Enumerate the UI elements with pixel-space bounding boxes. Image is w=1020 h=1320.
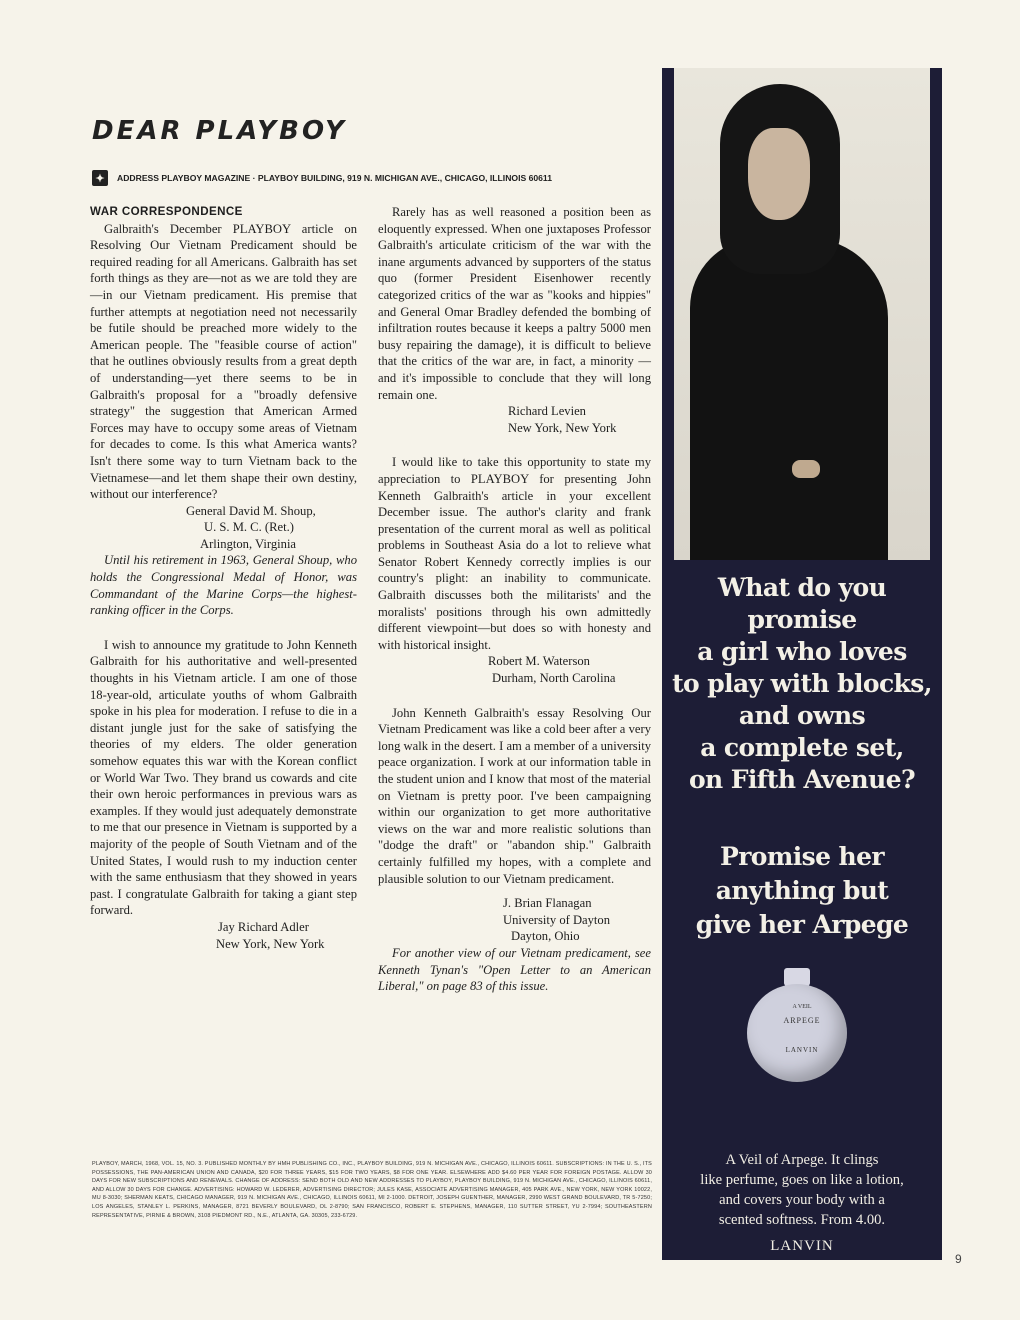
ad-tagline-line: anything but xyxy=(715,876,889,905)
editor-note: Until his retirement in 1963, General Shoup, who holds the Congressional Medal of Honor, was Commandant of the Marine Corps—the highest-ranking officer in the Corps. xyxy=(90,553,357,618)
ad-headline xyxy=(662,572,942,796)
ad-tagline-line: give her Arpege xyxy=(695,910,909,939)
letter-signature: Robert M. Waterson xyxy=(488,654,590,669)
hand-shape xyxy=(792,460,820,478)
ad-copy-line: scented softness. From 4.00. xyxy=(718,1212,886,1228)
letters-column-left xyxy=(90,204,357,952)
ad-copy-line: A Veil of Arpege. It clings xyxy=(725,1152,879,1168)
ad-tagline-line: Promise her xyxy=(720,842,884,871)
woman-in-fur-photo xyxy=(674,68,930,560)
fur-coat-shape xyxy=(690,238,888,560)
letter-text: Galbraith's December PLAYBOY article on Resolving Our Vietnam Predicament should be required reading for all Americans. Galbraith has set forth things as they are—not as we are told they are—in our Vietnam predicament. His premise that further attempts at negotiation need not necessarily be futile should be preached more widely to the American people. The "feasible course of action" that he outlines obviously results from a great depth of understanding—yet there seems to be in Galbraith's proposal for a "broadly defensive strategy" the suggestion that American Armed Forces may have to occupy some areas of Vietnam for decades to come. Is this what America wants? Isn't there some way to turn Vietnam back to the Vietnamese—and let them shape their own destiny, without our interference? xyxy=(90,221,357,502)
letter-signature: General David M. Shoup, xyxy=(186,503,316,518)
bottle-label: A VEIL xyxy=(792,1004,812,1010)
page-number: 9 xyxy=(955,1252,962,1266)
ad-headline-line: a complete set, xyxy=(700,733,904,762)
section-heading: WAR CORRESPONDENCE xyxy=(90,205,243,218)
letter-signature: Arlington, Virginia xyxy=(200,536,297,551)
letter-signature: J. Brian Flanagan xyxy=(503,896,592,911)
ad-headline-line: promise xyxy=(747,605,857,634)
letter-signature: University of Dayton xyxy=(503,912,611,927)
letter-text: I wish to announce my gratitude to John Kenneth Galbraith for his authoritative and well-presented thoughts in his Vietnam article. I am one of those 18-year-old, articulate youths of whom Galbraith spoke in his plea for moderation. I refuse to die in a distant jungle just for the sake of satisfying the theories of my elders. The older generation somehow equates this war with the Korean conflict or World War Two. They brand us cowards and cite their own heroic performances in previous wars as examples. If they would just adequately demonstrate to me that our presence in Vietnam is supported by a majority of the people of South Vietnam and of the United States, I would rush to my induction center with the same enthusiasm that they showed in years past. I congratulate Galbraith for taking a giant step forward. xyxy=(90,637,357,918)
letter-signature: Richard Levien xyxy=(508,404,586,419)
letter-text: John Kenneth Galbraith's essay Resolving Our Vietnam Predicament was like a cold beer after a very long walk in the desert. I am a member of a university peace organization. I work at our information table in the student union and I know that most of the material on Vietnam is pretty poor. I've been campaigning within our organization to get more authoritative views on the war and more realistic solutions than "dodge the draft" or "abandon ship." Galbraith certainly fulfilled my hopes, with a complete and plausible solution to our Vietnam predicament. xyxy=(378,705,651,886)
letter-signature: Durham, North Carolina xyxy=(492,671,616,686)
letter-signature: New York, New York xyxy=(216,936,325,951)
ad-headline-line: a girl who loves xyxy=(697,637,907,666)
ad-brand: LANVIN xyxy=(770,1238,834,1254)
letter-signature: Dayton, Ohio xyxy=(511,929,580,944)
letter-signature: Jay Richard Adler xyxy=(218,919,309,934)
ad-headline-line: and owns xyxy=(738,701,866,730)
masthead-footer: PLAYBOY, MARCH, 1968, VOL. 15, NO. 3. PUBLISHED MONTHLY BY HMH PUBLISHING CO., INC., PLAYBOY BUILDING, 919 N. MICHIGAN AVE., CHICAGO, ILLINOIS 60611. SUBSCRIPTIONS: IN THE U. S., ITS POSSESSIONS, THE PAN-AMERICAN UNION AND CANADA, $20 FOR THREE YEARS, $15 FOR TWO YEARS, $8 FOR ONE YEAR. ELSEWHERE ADD $4.60 PER YEAR FOR FOREIGN POSTAGE. ALLOW 30 DAYS FOR NEW SUBSCRIPTIONS AND RENEWALS. CHANGE OF ADDRESS: SEND BOTH OLD AND NEW ADDRESSES TO PLAYBOY, PLAYBOY BUILDING, 919 N. MICHIGAN AVE., CHICAGO, ILLINOIS 60611, AND ALLOW 30 DAYS FOR CHANGE. ADVERTISING: HOWARD W. LEDERER, ADVERTISING DIRECTOR; JULES KASE, ASSOCIATE ADVERTISING MANAGER, 405 PARK AVE., NEW YORK, NEW YORK 10022, MU 8-3030; SHERMAN KEATS, CHICAGO MANAGER, 919 N. MICHIGAN AVE., CHICAGO, ILLINOIS 60611, MI 2-1000. DETROIT, JOSEPH GUENTHER, MANAGER, 2990 WEST GRAND BOULEVARD, TR 5-7250; LOS ANGELES, STANLEY L. PERKINS, MANAGER, 8721 BEVERLY BOULEVARD, OL 2-8790; SAN FRANCISCO, ROBERT E. STEPHENS, MANAGER, 110 SUTTER STREET, YU 2-7994; SOUTHEASTERN REPRESENTATIVE, PIRNIE & BROWN, 3108 PIEDMONT RD., N.E., ATLANTA, GA. 30305, 233-6729. xyxy=(92,1161,652,1219)
ad-headline-line: on Fifth Avenue? xyxy=(688,765,916,794)
page-title: DEAR PLAYBOY xyxy=(92,116,347,146)
address-line xyxy=(92,170,652,186)
letter-text: Rarely has as well reasoned a position been as eloquently expressed. When one juxtaposes Professor Galbraith's articulate criticism of the war with the inane arguments advanced by supporters of the status quo (former President Eisenhower recently categorized critics of the war as "kooks and hippies" and General Omar Bradley defended the bombing of infiltration routes because it keeps a paltry 5000 men busy repairing the damage), it is difficult to believe that the critics of the war are, in fact, a minority —and it's impossible to conclude that they will long remain one. xyxy=(378,205,651,402)
bottle-label: LANVIN xyxy=(785,1046,819,1054)
rabbit-logo-icon: ✦ xyxy=(92,170,108,186)
editor-note: For another view of our Vietnam predicament, see Kenneth Tynan's "Open Letter to an American Liberal," on page 83 of this issue. xyxy=(378,945,651,994)
bottle-body xyxy=(747,984,847,1082)
face-shape xyxy=(748,128,810,220)
ad-headline-line: to play with blocks, xyxy=(672,669,932,698)
letters-column-right xyxy=(378,204,651,995)
letter-text: I would like to take this opportunity to state my appreciation to PLAYBOY for presenting John Kenneth Galbraith's article in your excellent December issue. The author's clarity and frank presentation of the current moral as well as political problems in Southeast Asia do a lot to relieve what Senator Robert Kennedy correctly implies is our country's plight: an inability to communicate. Galbraith discusses both the militarists' and the moralists' positions through his own admittedly different viewpoint—but does so with honesty and with historical insight. xyxy=(378,455,651,652)
perfume-bottle-image xyxy=(742,968,862,1084)
letter-signature: U. S. M. C. (Ret.) xyxy=(204,520,294,535)
ad-body-copy xyxy=(662,1150,942,1230)
ad-tagline xyxy=(662,840,942,942)
arpege-advertisement xyxy=(662,68,942,1260)
letter-signature: New York, New York xyxy=(508,420,617,435)
address-text: ADDRESS PLAYBOY MAGAZINE · PLAYBOY BUILDING, 919 N. MICHIGAN AVE., CHICAGO, ILLINOIS 60611 xyxy=(117,173,553,183)
ad-copy-line: like perfume, goes on like a lotion, xyxy=(700,1172,904,1188)
ad-copy-line: and covers your body with a xyxy=(719,1192,885,1208)
bottle-label: ARPEGE xyxy=(783,1016,821,1025)
ad-headline-line: What do you xyxy=(717,573,887,602)
